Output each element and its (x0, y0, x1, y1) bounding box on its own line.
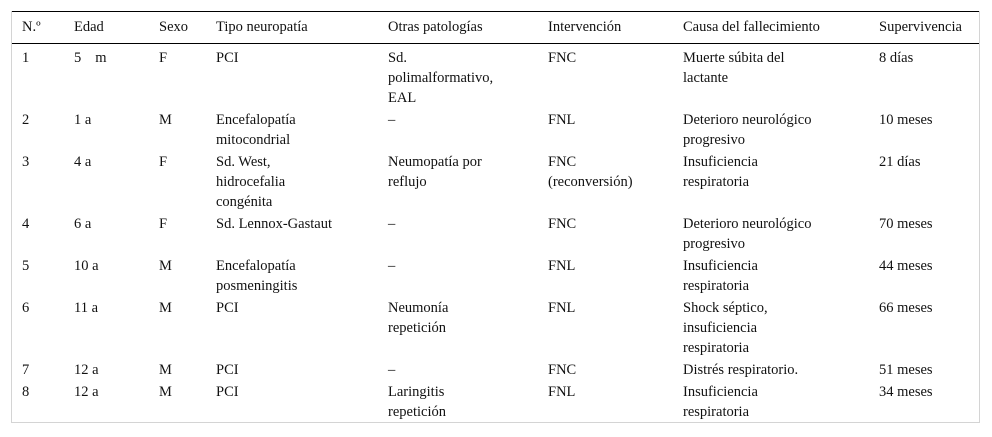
cell-line: FNC (548, 154, 577, 170)
cell-num: 7 (22, 362, 30, 378)
cell-line: progresivo (683, 236, 746, 252)
cell-sexo: F (159, 216, 168, 232)
cell-intervencion (538, 382, 673, 422)
cell-line: lactante (683, 70, 729, 86)
table-row (12, 152, 979, 214)
cell-line: hidrocefalia (216, 174, 286, 190)
cell-otras (378, 256, 538, 298)
cell-line: Sd. (388, 50, 407, 66)
cell-line: mitocondrial (216, 132, 291, 148)
cell-sexo: F (159, 154, 168, 170)
cell-causa (673, 110, 869, 152)
cell-line: FNL (548, 300, 576, 316)
table-row (12, 256, 979, 298)
cell-line: Sd. Lennox-Gastaut (216, 216, 332, 232)
cell-edad: 1 a (74, 112, 92, 128)
cell-line: (reconversión) (548, 174, 633, 190)
cell-causa (673, 152, 869, 214)
cell-sexo: M (159, 362, 172, 378)
cell-sexo: M (159, 300, 172, 316)
cell-line: reflujo (388, 174, 427, 190)
cell-line: posmeningitis (216, 278, 298, 294)
cell-line: FNL (548, 384, 576, 400)
cell-otras (378, 382, 538, 422)
cell-otras (378, 214, 538, 256)
cell-line: respiratoria (683, 340, 750, 356)
cell-intervencion (538, 152, 673, 214)
cell-edad: 11 a (74, 300, 99, 316)
cell-num: 4 (22, 216, 30, 232)
cell-line: – (388, 362, 396, 378)
cell-line: Insuficiencia (683, 258, 758, 274)
cell-line: Encefalopatía (216, 258, 296, 274)
cell-supervivencia: 66 meses (879, 300, 933, 316)
cell-line: respiratoria (683, 404, 750, 420)
cell-num: 6 (22, 300, 30, 316)
cell-num: 5 (22, 258, 30, 274)
cell-num: 2 (22, 112, 30, 128)
table-row (12, 298, 979, 360)
cell-line: Shock séptico, (683, 300, 768, 316)
cell-num: 1 (22, 50, 30, 66)
cell-line: FNC (548, 362, 577, 378)
cell-supervivencia: 34 meses (879, 384, 933, 400)
cell-supervivencia: 21 días (879, 154, 921, 170)
cell-tipo: PCI (216, 50, 239, 66)
cell-supervivencia: 70 meses (879, 216, 933, 232)
table-row (12, 44, 979, 111)
cell-line: FNC (548, 216, 577, 232)
cell-num: 8 (22, 384, 30, 400)
cell-sexo: F (159, 50, 168, 66)
cell-line: Deterioro neurológico (683, 112, 812, 128)
cell-edad (64, 44, 149, 111)
patients-table (12, 11, 979, 422)
cell-tipo (206, 298, 378, 360)
cell-line: congénita (216, 194, 273, 210)
cell-sexo: M (159, 112, 172, 128)
table-row (12, 382, 979, 422)
cell-edad: 4 a (74, 154, 92, 170)
cell-line: repetición (388, 404, 446, 420)
table-row (12, 110, 979, 152)
cell-line: Encefalopatía (216, 112, 296, 128)
cell-otras (378, 360, 538, 382)
header-supervivencia: Supervivencia (879, 19, 962, 35)
cell-edad: 12 a (74, 362, 99, 378)
cell-otras (378, 152, 538, 214)
header-row (12, 12, 979, 44)
cell-line: PCI (216, 384, 239, 400)
cell-tipo (206, 360, 378, 382)
cell-otras (378, 110, 538, 152)
cell-line: Insuficiencia (683, 384, 758, 400)
cell-num: 3 (22, 154, 30, 170)
cell-causa (673, 256, 869, 298)
cell-line: Laringitis (388, 384, 445, 400)
cell-causa (673, 298, 869, 360)
cell-tipo (206, 214, 378, 256)
cell-line: Muerte súbita del (683, 50, 785, 66)
cell-line: progresivo (683, 132, 746, 148)
cell-line: Neumopatía por (388, 154, 482, 170)
cell-edad-value: 5 (74, 50, 82, 66)
cell-edad: 12 a (74, 384, 99, 400)
table-row (12, 214, 979, 256)
header-sexo: Sexo (159, 19, 188, 35)
cell-line: respiratoria (683, 174, 750, 190)
cell-intervencion (538, 110, 673, 152)
header-otras-patologias: Otras patologías (388, 19, 483, 35)
cell-sexo: M (159, 384, 172, 400)
header-edad: Edad (74, 19, 104, 35)
cell-intervencion (538, 256, 673, 298)
cell-otras (378, 298, 538, 360)
cell-intervencion (538, 44, 673, 111)
cell-line: respiratoria (683, 278, 750, 294)
cell-causa (673, 214, 869, 256)
cell-causa (673, 382, 869, 422)
cell-line: FNL (548, 112, 576, 128)
cell-causa (673, 44, 869, 111)
header-intervencion: Intervención (548, 19, 622, 35)
cell-line: PCI (216, 300, 239, 316)
cell-tipo (206, 256, 378, 298)
cell-sexo: M (159, 258, 172, 274)
cell-line: insuficiencia (683, 320, 758, 336)
cell-line: Sd. West, (216, 154, 271, 170)
cell-line: FNL (548, 258, 576, 274)
cell-intervencion (538, 360, 673, 382)
patients-table-container (11, 11, 980, 423)
header-num: N.º (22, 19, 41, 35)
cell-line: Insuficiencia (683, 154, 758, 170)
cell-edad-unit: m (95, 50, 107, 66)
cell-line: repetición (388, 320, 446, 336)
cell-edad: 10 a (74, 258, 99, 274)
cell-supervivencia: 51 meses (879, 362, 933, 378)
cell-intervencion (538, 214, 673, 256)
cell-line: – (388, 258, 396, 274)
cell-causa (673, 360, 869, 382)
cell-supervivencia: 10 meses (879, 112, 933, 128)
cell-tipo (206, 110, 378, 152)
cell-line: Neumonía (388, 300, 449, 316)
cell-line: PCI (216, 362, 239, 378)
cell-otras (378, 44, 538, 111)
header-causa-fallecimiento: Causa del fallecimiento (683, 19, 820, 35)
header-tipo-neuropatia: Tipo neuropatía (216, 19, 308, 35)
cell-line: polimalformativo, (388, 70, 494, 86)
cell-line: Deterioro neurológico (683, 216, 812, 232)
cell-line: Distrés respiratorio. (683, 362, 799, 378)
cell-line: FNC (548, 50, 577, 66)
cell-line: – (388, 216, 396, 232)
cell-supervivencia: 8 días (879, 50, 914, 66)
cell-line: EAL (388, 90, 417, 106)
cell-supervivencia: 44 meses (879, 258, 933, 274)
cell-tipo (206, 152, 378, 214)
cell-line: – (388, 112, 396, 128)
cell-edad: 6 a (74, 216, 92, 232)
table-row (12, 360, 979, 382)
cell-intervencion (538, 298, 673, 360)
cell-tipo (206, 382, 378, 422)
